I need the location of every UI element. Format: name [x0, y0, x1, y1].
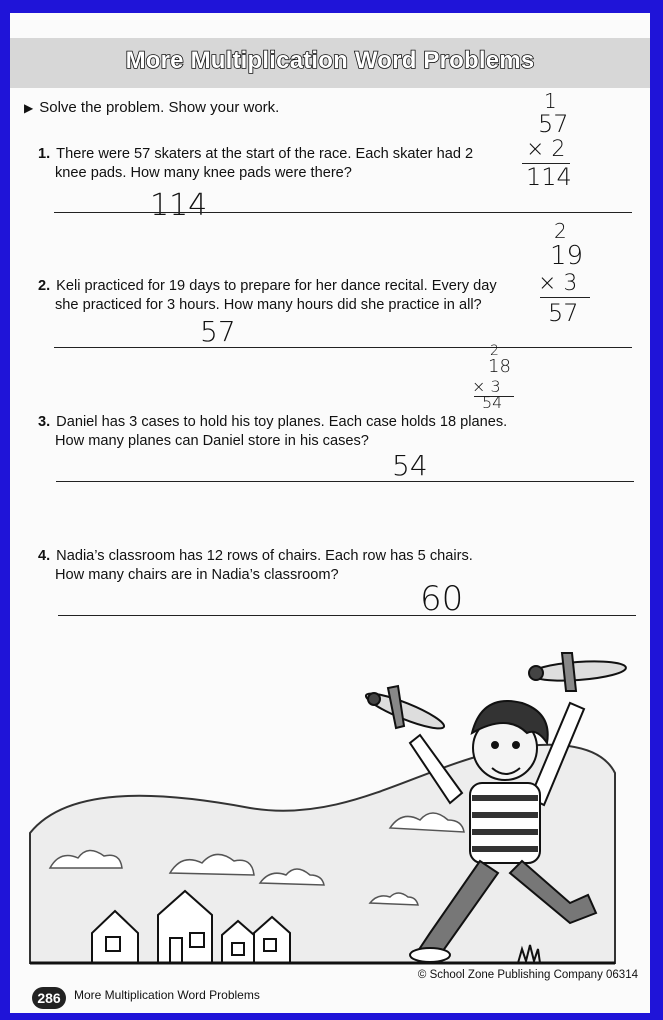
work-carry: 2	[554, 219, 567, 243]
work-carry: 1	[544, 89, 557, 113]
problem-text-line2: How many planes can Daniel store in his cases?	[55, 433, 369, 449]
airplane-icon	[363, 686, 447, 734]
work-result: 114	[526, 163, 572, 191]
answer: 57	[200, 315, 236, 348]
problem-text-line1: Daniel has 3 cases to hold his toy planes. Each case holds 18 planes.	[56, 414, 508, 430]
work-mult: × 3	[538, 271, 578, 296]
work-mult: × 2	[526, 137, 566, 162]
airplane-icon	[529, 653, 627, 691]
problem-number: 2.	[38, 278, 51, 294]
problem-text-line1: There were 57 skaters at the start of the race. Each skater had 2	[56, 146, 474, 162]
work-top: 19	[550, 241, 584, 271]
boy-illustration	[10, 633, 650, 973]
work-top: 57	[538, 110, 569, 138]
work-carry: 2	[490, 343, 499, 359]
problem-text-line1: Nadia’s classroom has 12 rows of chairs. Each row has 5 chairs.	[56, 548, 473, 564]
answer: 60	[420, 579, 464, 619]
instruction-text: Solve the problem. Show your work.	[39, 99, 280, 116]
problem-number: 1.	[38, 146, 51, 162]
problem-1	[38, 145, 473, 183]
answer-line	[54, 212, 632, 213]
page-number: 286	[32, 987, 66, 1009]
answer: 114	[150, 188, 208, 223]
instruction	[24, 99, 279, 116]
work-top: 18	[488, 356, 511, 377]
problem-3	[38, 413, 507, 451]
answer-line	[54, 347, 632, 348]
problem-text-line2: knee pads. How many knee pads were there?	[55, 165, 352, 181]
work-mult: × 3	[472, 377, 501, 396]
answer-line	[58, 615, 636, 616]
footer-title: More Multiplication Word Problems	[74, 988, 260, 1002]
work-result: 57	[548, 299, 579, 327]
answer: 54	[392, 449, 428, 482]
problem-2	[38, 277, 497, 315]
work-result: 54	[482, 393, 503, 412]
page-title: More Multiplication Word Problems	[125, 47, 535, 74]
problem-4	[38, 547, 473, 585]
copyright: © School Zone Publishing Company 06314	[417, 969, 638, 981]
problem-number: 4.	[38, 548, 51, 564]
problem-number: 3.	[38, 414, 51, 430]
problem-text-line1: Keli practiced for 19 days to prepare for her dance recital. Every day	[56, 278, 497, 294]
worksheet-page	[10, 13, 650, 1013]
arrow-bullet-icon: ▶	[24, 101, 34, 115]
problem-text-line2: How many chairs are in Nadia’s classroom?	[55, 567, 339, 583]
problem-text-line2: she practiced for 3 hours. How many hours did she practice in all?	[55, 297, 482, 313]
answer-line	[56, 481, 634, 482]
work-rule	[540, 297, 590, 298]
